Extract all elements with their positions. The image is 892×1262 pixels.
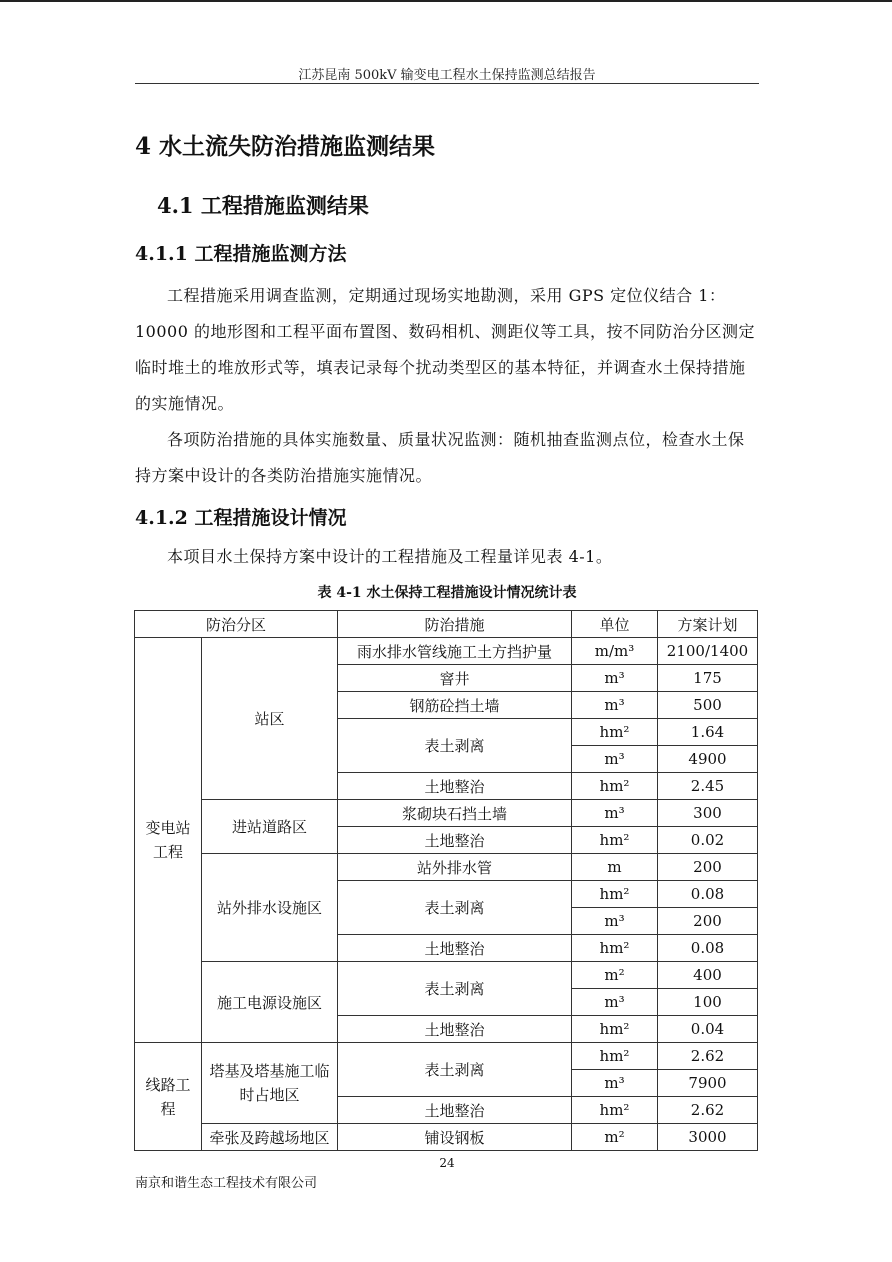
- chapter-title: 4 水土流失防治措施监测结果: [135, 133, 436, 160]
- area-power: 施工电源设施区: [202, 962, 338, 1043]
- value-cell: 300: [658, 800, 758, 827]
- area-tower-label: 塔基及塔基施工临时占地区: [209, 1062, 330, 1104]
- unit-cell: hm²: [572, 1043, 658, 1070]
- page-header: 江苏昆南 500kV 输变电工程水土保持监测总结报告: [298, 68, 596, 83]
- section-title: 4.1 工程措施监测结果: [157, 193, 369, 218]
- table-header-row: [135, 611, 758, 638]
- subsection-title-method: 4.1.1 工程措施监测方法: [135, 243, 347, 265]
- unit-cell: m³: [572, 692, 658, 719]
- area-access-road: 进站道路区: [202, 800, 338, 854]
- subsection-title-design: 4.1.2 工程措施设计情况: [135, 507, 347, 529]
- value-cell: 2.62: [658, 1043, 758, 1070]
- unit-cell: m/m³: [572, 638, 658, 665]
- value-cell: 500: [658, 692, 758, 719]
- unit-cell: m²: [572, 962, 658, 989]
- unit-cell: hm²: [572, 719, 658, 746]
- unit-cell: m³: [572, 800, 658, 827]
- table-row: [135, 800, 758, 827]
- measures-table: [134, 610, 758, 1151]
- table-row: [135, 1124, 758, 1151]
- zone-substation-label: 变电站工程: [145, 819, 191, 861]
- value-cell: 2100/1400: [658, 638, 758, 665]
- value-cell: 0.04: [658, 1016, 758, 1043]
- unit-cell: hm²: [572, 1097, 658, 1124]
- measure-cell: 浆砌块石挡土墙: [338, 800, 572, 827]
- unit-cell: hm²: [572, 773, 658, 800]
- table-row: [135, 962, 758, 989]
- paragraph-method: 工程措施采用调查监测，定期通过现场实地勘测，采用 GPS 定位仪结合 1：10000 的地形图和工程平面布置图、数码相机、测距仪等工具，按不同防治分区测定临时堆土的堆放形式等，填表记录每个扰动类型区的基本特征，并调查水土保持措施的实施情况。: [135, 286, 755, 413]
- value-cell: 100: [658, 989, 758, 1016]
- header-plan: 方案计划: [658, 611, 758, 638]
- value-cell: 0.08: [658, 935, 758, 962]
- table-row: [135, 854, 758, 881]
- measure-cell: 铺设钢板: [338, 1124, 572, 1151]
- value-cell: 0.08: [658, 881, 758, 908]
- header-zone: 防治分区: [135, 611, 338, 638]
- area-tension: 牵张及跨越场地区: [202, 1124, 338, 1151]
- measure-cell: 表土剥离: [338, 962, 572, 1016]
- unit-cell: hm²: [572, 827, 658, 854]
- measure-cell: 窨井: [338, 665, 572, 692]
- value-cell: 2.62: [658, 1097, 758, 1124]
- measure-cell: 土地整治: [338, 1016, 572, 1043]
- value-cell: 200: [658, 908, 758, 935]
- value-cell: 1.64: [658, 719, 758, 746]
- measure-cell: 雨水排水管线施工土方挡护量: [338, 638, 572, 665]
- header-measure: 防治措施: [338, 611, 572, 638]
- paragraph-design: 本项目水土保持方案中设计的工程措施及工程量详见表 4-1。: [167, 547, 613, 566]
- value-cell: 2.45: [658, 773, 758, 800]
- top-border: [0, 0, 892, 2]
- paragraph-quality: 各项防治措施的具体实施数量、质量状况监测：随机抽查监测点位，检查水土保持方案中设计的各类防治措施实施情况。: [135, 430, 745, 485]
- area-tower: [202, 1043, 338, 1124]
- table-row: [135, 1043, 758, 1070]
- unit-cell: m³: [572, 989, 658, 1016]
- zone-line: [135, 1043, 202, 1151]
- measure-cell: 土地整治: [338, 1097, 572, 1124]
- measure-cell: 站外排水管: [338, 854, 572, 881]
- value-cell: 0.02: [658, 827, 758, 854]
- measure-cell: 土地整治: [338, 935, 572, 962]
- unit-cell: m³: [572, 665, 658, 692]
- unit-cell: m: [572, 854, 658, 881]
- value-cell: 4900: [658, 746, 758, 773]
- value-cell: 3000: [658, 1124, 758, 1151]
- footer-company: 南京和谐生态工程技术有限公司: [135, 1176, 318, 1191]
- measure-cell: 钢筋砼挡土墙: [338, 692, 572, 719]
- measure-cell: 土地整治: [338, 827, 572, 854]
- unit-cell: m²: [572, 1124, 658, 1151]
- value-cell: 400: [658, 962, 758, 989]
- measure-cell: 表土剥离: [338, 881, 572, 935]
- unit-cell: m³: [572, 1070, 658, 1097]
- page-number: 24: [439, 1156, 455, 1170]
- header-unit: 单位: [572, 611, 658, 638]
- unit-cell: m³: [572, 746, 658, 773]
- area-drainage: 站外排水设施区: [202, 854, 338, 962]
- unit-cell: hm²: [572, 1016, 658, 1043]
- value-cell: 7900: [658, 1070, 758, 1097]
- zone-substation: [135, 638, 202, 1043]
- area-station: 站区: [202, 638, 338, 800]
- unit-cell: hm²: [572, 935, 658, 962]
- value-cell: 200: [658, 854, 758, 881]
- measure-cell: 土地整治: [338, 773, 572, 800]
- header-rule: [135, 83, 759, 84]
- table-row: [135, 638, 758, 665]
- zone-line-label: 线路工程: [145, 1075, 191, 1118]
- measure-cell: 表土剥离: [338, 719, 572, 773]
- unit-cell: m³: [572, 908, 658, 935]
- value-cell: 175: [658, 665, 758, 692]
- table-caption: 表 4-1 水土保持工程措施设计情况统计表: [317, 585, 577, 601]
- unit-cell: hm²: [572, 881, 658, 908]
- measure-cell: 表土剥离: [338, 1043, 572, 1097]
